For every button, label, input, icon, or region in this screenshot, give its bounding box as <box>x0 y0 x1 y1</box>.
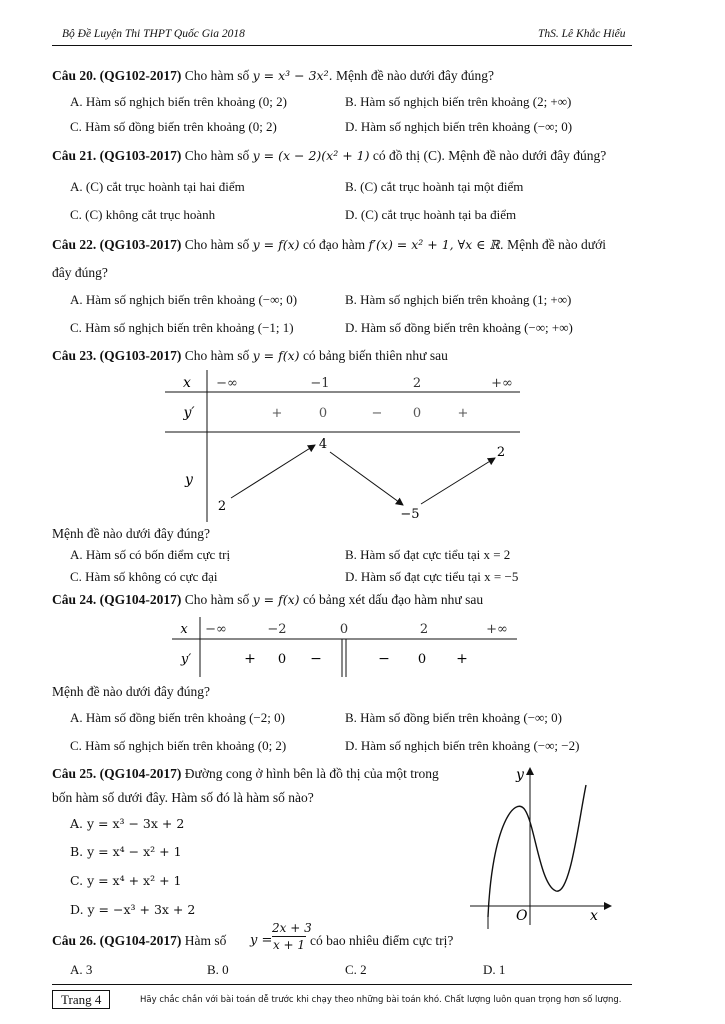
question-26-tail: có bao nhiêu điểm cực trị? <box>310 933 454 948</box>
question-23-text: Cho hàm số <box>184 348 250 363</box>
sign-table-24 <box>172 617 522 679</box>
question-26-fraction <box>272 921 312 952</box>
graph-curve <box>488 785 586 917</box>
question-22-tail2: đây đúng? <box>52 265 108 280</box>
question-20-option-d[interactable]: D. Hàm số nghịch biến trên khoảng (−∞; 0) <box>345 119 573 134</box>
graph-origin-label: O <box>516 908 528 924</box>
header-right: ThS. Lê Khắc Hiếu <box>538 28 626 40</box>
question-21-text: Cho hàm số <box>184 148 250 163</box>
question-22-mid: có đạo hàm <box>302 237 366 252</box>
question-20-option-b[interactable]: B. Hàm số nghịch biến trên khoảng (2; +∞) <box>345 94 572 109</box>
question-25-option-d[interactable]: D. y = −x³ + 3x + 2 <box>70 902 196 917</box>
question-22-formula: y = f(x) <box>252 237 300 252</box>
table-23-y-label: y <box>185 472 193 488</box>
question-23-option-b[interactable]: B. Hàm số đạt cực tiểu tại x = 2 <box>345 547 511 562</box>
question-21-option-b[interactable]: B. (C) cắt trục hoành tại một điểm <box>345 179 524 194</box>
question-22-formula2: f′(x) = x² + 1, ∀x ∈ ℝ. <box>368 237 504 252</box>
table-24-x-value: +∞ <box>486 622 508 637</box>
question-23-option-d[interactable]: D. Hàm số đạt cực tiểu tại x = −5 <box>345 569 519 584</box>
table-23-yprime-label: y′ <box>183 405 195 421</box>
table-24-yprime-label: y′ <box>180 652 192 667</box>
question-24-option-c[interactable]: C. Hàm số nghịch biến trên khoảng (0; 2) <box>70 738 287 753</box>
question-23-label: Câu 23. (QG103-2017) <box>52 348 182 363</box>
question-24-prompt: Mệnh đề nào dưới đây đúng? <box>52 684 211 699</box>
question-24-tail: có bảng xét dấu đạo hàm như sau <box>302 592 484 607</box>
table-24-yprime-value: + <box>456 651 468 667</box>
table-23-yprime-value: 0 <box>412 406 422 421</box>
question-22-option-b[interactable]: B. Hàm số nghịch biến trên khoảng (1; +∞) <box>345 292 572 307</box>
table-23-x-value: +∞ <box>491 376 513 391</box>
question-25-label: Câu 25. (QG104-2017) <box>52 766 182 781</box>
table-24-yprime-value: − <box>378 651 390 667</box>
question-25-option-b[interactable]: B. y = x⁴ − x² + 1 <box>70 844 182 859</box>
table-23-y-value: 4 <box>318 437 328 452</box>
graph-y-label: y <box>516 767 524 783</box>
table-24-x-value: 2 <box>419 622 429 637</box>
table-24-yprime-value: 0 <box>277 652 287 667</box>
table-23-y-value: 2 <box>496 445 506 460</box>
cubic-graph <box>470 765 615 930</box>
table-23-yprime-value: − <box>371 406 383 421</box>
footer-note: Hãy chắc chắn với bài toán dễ trước khi chạy theo những bài toán khó. Chất lượng luôn quan trọng hơn số lượng. <box>140 995 622 1005</box>
table-23-x-value: 2 <box>412 376 422 391</box>
question-20-option-c[interactable]: C. Hàm số đồng biến trên khoảng (0; 2) <box>70 119 277 134</box>
question-26-fraction-bar <box>272 936 306 937</box>
table-23-x-value: −1 <box>310 376 330 391</box>
table-23-y-value: 2 <box>217 499 227 514</box>
question-26-option-c[interactable]: C. 2 <box>345 962 367 977</box>
question-22-text: Cho hàm số <box>184 237 250 252</box>
question-23-prompt: Mệnh đề nào dưới đây đúng? <box>52 526 211 541</box>
question-24-option-b[interactable]: B. Hàm số đồng biến trên khoảng (−∞; 0) <box>345 710 562 725</box>
header-rule <box>52 45 632 46</box>
question-24-option-d[interactable]: D. Hàm số nghịch biến trên khoảng (−∞; −2) <box>345 738 580 753</box>
question-26-option-b[interactable]: B. 0 <box>207 962 229 977</box>
question-22-option-a[interactable]: A. Hàm số nghịch biến trên khoảng (−∞; 0) <box>70 292 298 307</box>
question-26-text: Hàm số <box>184 933 227 948</box>
question-24-formula: y = f(x) <box>252 592 300 607</box>
table-23-yprime-value: + <box>271 406 283 421</box>
question-21-option-c[interactable]: C. (C) không cắt trục hoành <box>70 207 216 222</box>
question-25-text: Đường cong ở hình bên là đồ thị của một trong <box>184 766 439 781</box>
question-22-tail: Mệnh đề nào dưới <box>507 237 606 252</box>
question-23-tail: có bảng biến thiên như sau <box>302 348 448 363</box>
graph-x-label: x <box>590 908 598 924</box>
footer-rule <box>52 984 632 985</box>
question-22-option-c[interactable]: C. Hàm số nghịch biến trên khoảng (−1; 1) <box>70 320 294 335</box>
table-24-x-value: 0 <box>339 622 349 637</box>
question-20-option-a[interactable]: A. Hàm số nghịch biến trên khoảng (0; 2) <box>70 94 287 109</box>
question-25-option-c[interactable]: C. y = x⁴ + x² + 1 <box>70 873 182 888</box>
table-23-y-value: −5 <box>400 507 420 522</box>
question-26-formula-lhs: y = <box>250 933 273 948</box>
question-25-option-a[interactable]: A. y = x³ − 3x + 2 <box>70 816 185 831</box>
question-26-denominator: x + 1 <box>272 938 306 952</box>
table-23-arrow-down <box>330 452 403 505</box>
table-23-x-label: x <box>183 375 191 391</box>
question-23-option-a[interactable]: A. Hàm số có bốn điểm cực trị <box>70 547 231 562</box>
question-26-option-d[interactable]: D. 1 <box>483 962 506 977</box>
table-24-x-value: −2 <box>267 622 287 637</box>
table-24-yprime-value: − <box>310 651 322 667</box>
table-23-yprime-value: 0 <box>318 406 328 421</box>
table-24-yprime-value: 0 <box>417 652 427 667</box>
question-20-label: Câu 20. (QG102-2017) <box>52 68 182 83</box>
question-21-option-a[interactable]: A. (C) cắt trục hoành tại hai điểm <box>70 179 245 194</box>
table-23-x-value: −∞ <box>216 376 238 391</box>
question-23-formula: y = f(x) <box>252 348 300 363</box>
table-23-yprime-value: + <box>457 406 469 421</box>
table-24-yprime-value: + <box>244 651 256 667</box>
page-number: Trang 4 <box>52 990 110 1009</box>
question-26-option-a[interactable]: A. 3 <box>70 962 93 977</box>
question-20-text: Cho hàm số <box>184 68 250 83</box>
question-24-label: Câu 24. (QG104-2017) <box>52 592 182 607</box>
question-25-text2: bốn hàm số dưới đây. Hàm số đó là hàm số nào? <box>52 790 314 805</box>
variation-table-23 <box>165 370 525 522</box>
question-21-formula: y = (x − 2)(x² + 1) <box>252 148 370 163</box>
question-24-option-a[interactable]: A. Hàm số đồng biến trên khoảng (−2; 0) <box>70 710 285 725</box>
question-24-text: Cho hàm số <box>184 592 250 607</box>
table-24-x-label: x <box>180 622 188 637</box>
question-21-tail: có đồ thị (C). Mệnh đề nào dưới đây đúng? <box>372 148 607 163</box>
question-22-label: Câu 22. (QG103-2017) <box>52 237 182 252</box>
question-26-label: Câu 26. (QG104-2017) <box>52 933 182 948</box>
question-20-formula: y = x³ − 3x². <box>252 68 333 83</box>
table-23-arrow-up <box>421 458 495 504</box>
question-26-numerator: 2x + 3 <box>272 921 312 935</box>
question-21-label: Câu 21. (QG103-2017) <box>52 148 182 163</box>
table-24-x-value: −∞ <box>205 622 227 637</box>
question-21-option-d[interactable]: D. (C) cắt trục hoành tại ba điểm <box>345 207 517 222</box>
header-left: Bộ Đề Luyện Thi THPT Quốc Gia 2018 <box>62 28 245 40</box>
question-22-option-d[interactable]: D. Hàm số đồng biến trên khoảng (−∞; +∞) <box>345 320 573 335</box>
question-20-tail: Mệnh đề nào dưới đây đúng? <box>335 68 495 83</box>
table-23-arrow-up <box>231 445 315 498</box>
question-23-option-c[interactable]: C. Hàm số không có cực đại <box>70 569 218 584</box>
